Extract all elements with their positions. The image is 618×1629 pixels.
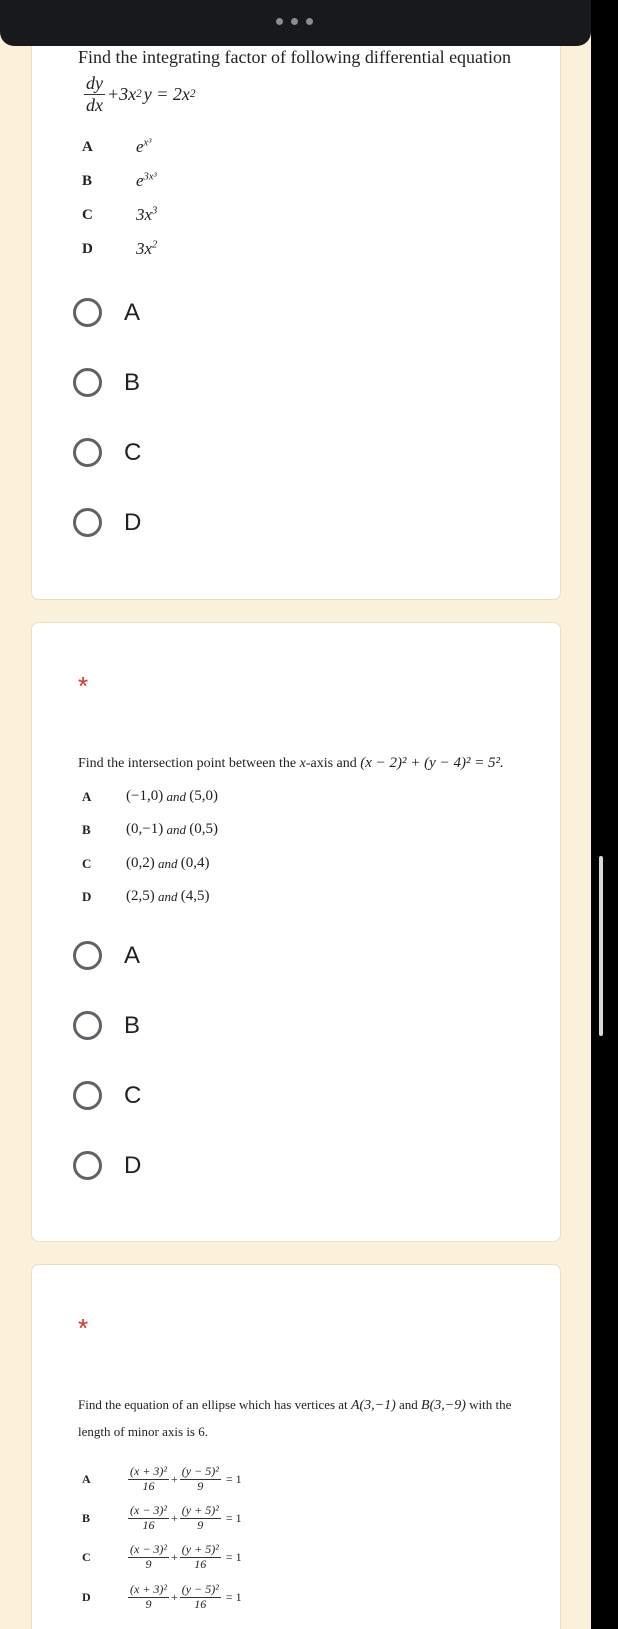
radio-option-c[interactable] (73, 438, 141, 467)
option-row-b: B $\frac{\text{(x − 3)²}}{16}$ + $\frac{\text{(y + 5)²}}{9}$ = 1 (82, 1503, 242, 1532)
radio-button[interactable] (73, 1011, 102, 1040)
option-row-a: A (−1,0) and (5,0) (82, 788, 218, 804)
question-card-2 (31, 622, 561, 1242)
required-asterisk: * (78, 1313, 89, 1343)
required-asterisk: * (78, 671, 89, 701)
question-1-text: Find the integrating factor of following differential equation (78, 47, 512, 67)
radio-option-a[interactable] (73, 298, 140, 327)
radio-button[interactable] (73, 941, 102, 970)
option-row-a: A $\frac{\text{(x + 3)²}}{16}$ + $\frac{\text{(y − 5)²}}{9}$ = 1 (82, 1464, 242, 1493)
more-options-icon[interactable] (276, 18, 313, 25)
question-card-1 (31, 0, 561, 600)
option-row-a: A $e^{x^3}$ (82, 137, 152, 156)
radio-label: B (124, 1011, 141, 1039)
question-2-text: Find the intersection point between the x-axis and (x − 2)² + (y − 4)² = 5². (78, 755, 504, 771)
radio-button[interactable] (73, 368, 102, 397)
radio-button[interactable] (73, 508, 102, 537)
radio-label: C (124, 1081, 142, 1109)
radio-button[interactable] (73, 1081, 102, 1110)
option-row-d: D (2,5) and (4,5) (82, 888, 210, 904)
radio-option-b[interactable] (73, 368, 140, 397)
option-row-d: D $3x^2$ (82, 239, 158, 258)
radio-option-b[interactable] (73, 1011, 140, 1040)
question-card-3 (31, 1264, 561, 1629)
radio-option-a[interactable] (73, 941, 140, 970)
question-1-equation: $\frac{dy}{dx}$ +3x 2 y = 2x 2 (86, 73, 196, 115)
option-row-c: C (0,2) and (0,4) (82, 855, 210, 871)
radio-button[interactable] (73, 438, 102, 467)
question-3-text-line2: length of minor axis is 6. (78, 1424, 208, 1439)
radio-option-c[interactable] (73, 1081, 141, 1110)
option-row-c: C $3x^3$ (82, 205, 158, 224)
radio-label: A (124, 298, 141, 326)
radio-label: C (124, 438, 142, 466)
option-row-b: B $e^{3x^3}$ (82, 171, 157, 190)
option-row-d: D $\frac{\text{(x + 3)²}}{9}$ + $\frac{\text{(y − 5)²}}{16}$ = 1 (82, 1582, 242, 1611)
radio-button[interactable] (73, 1151, 102, 1180)
option-row-b: B (0,−1) and (0,5) (82, 821, 218, 837)
radio-label: B (124, 368, 141, 396)
option-row-c: C $\frac{\text{(x − 3)²}}{9}$ + $\frac{\text{(y + 5)²}}{16}$ = 1 (82, 1542, 242, 1571)
radio-option-d[interactable] (73, 1151, 141, 1180)
radio-label: A (124, 941, 141, 969)
radio-option-d[interactable] (73, 508, 141, 537)
radio-label: D (124, 1151, 142, 1179)
scrollbar-thumb[interactable] (599, 856, 603, 1036)
radio-button[interactable] (73, 298, 102, 327)
question-3-text: Find the equation of an ellipse which has vertices at A(3,−1) and B(3,−9) with the (78, 1397, 512, 1413)
browser-top-bar (0, 0, 591, 46)
radio-label: D (124, 508, 142, 536)
